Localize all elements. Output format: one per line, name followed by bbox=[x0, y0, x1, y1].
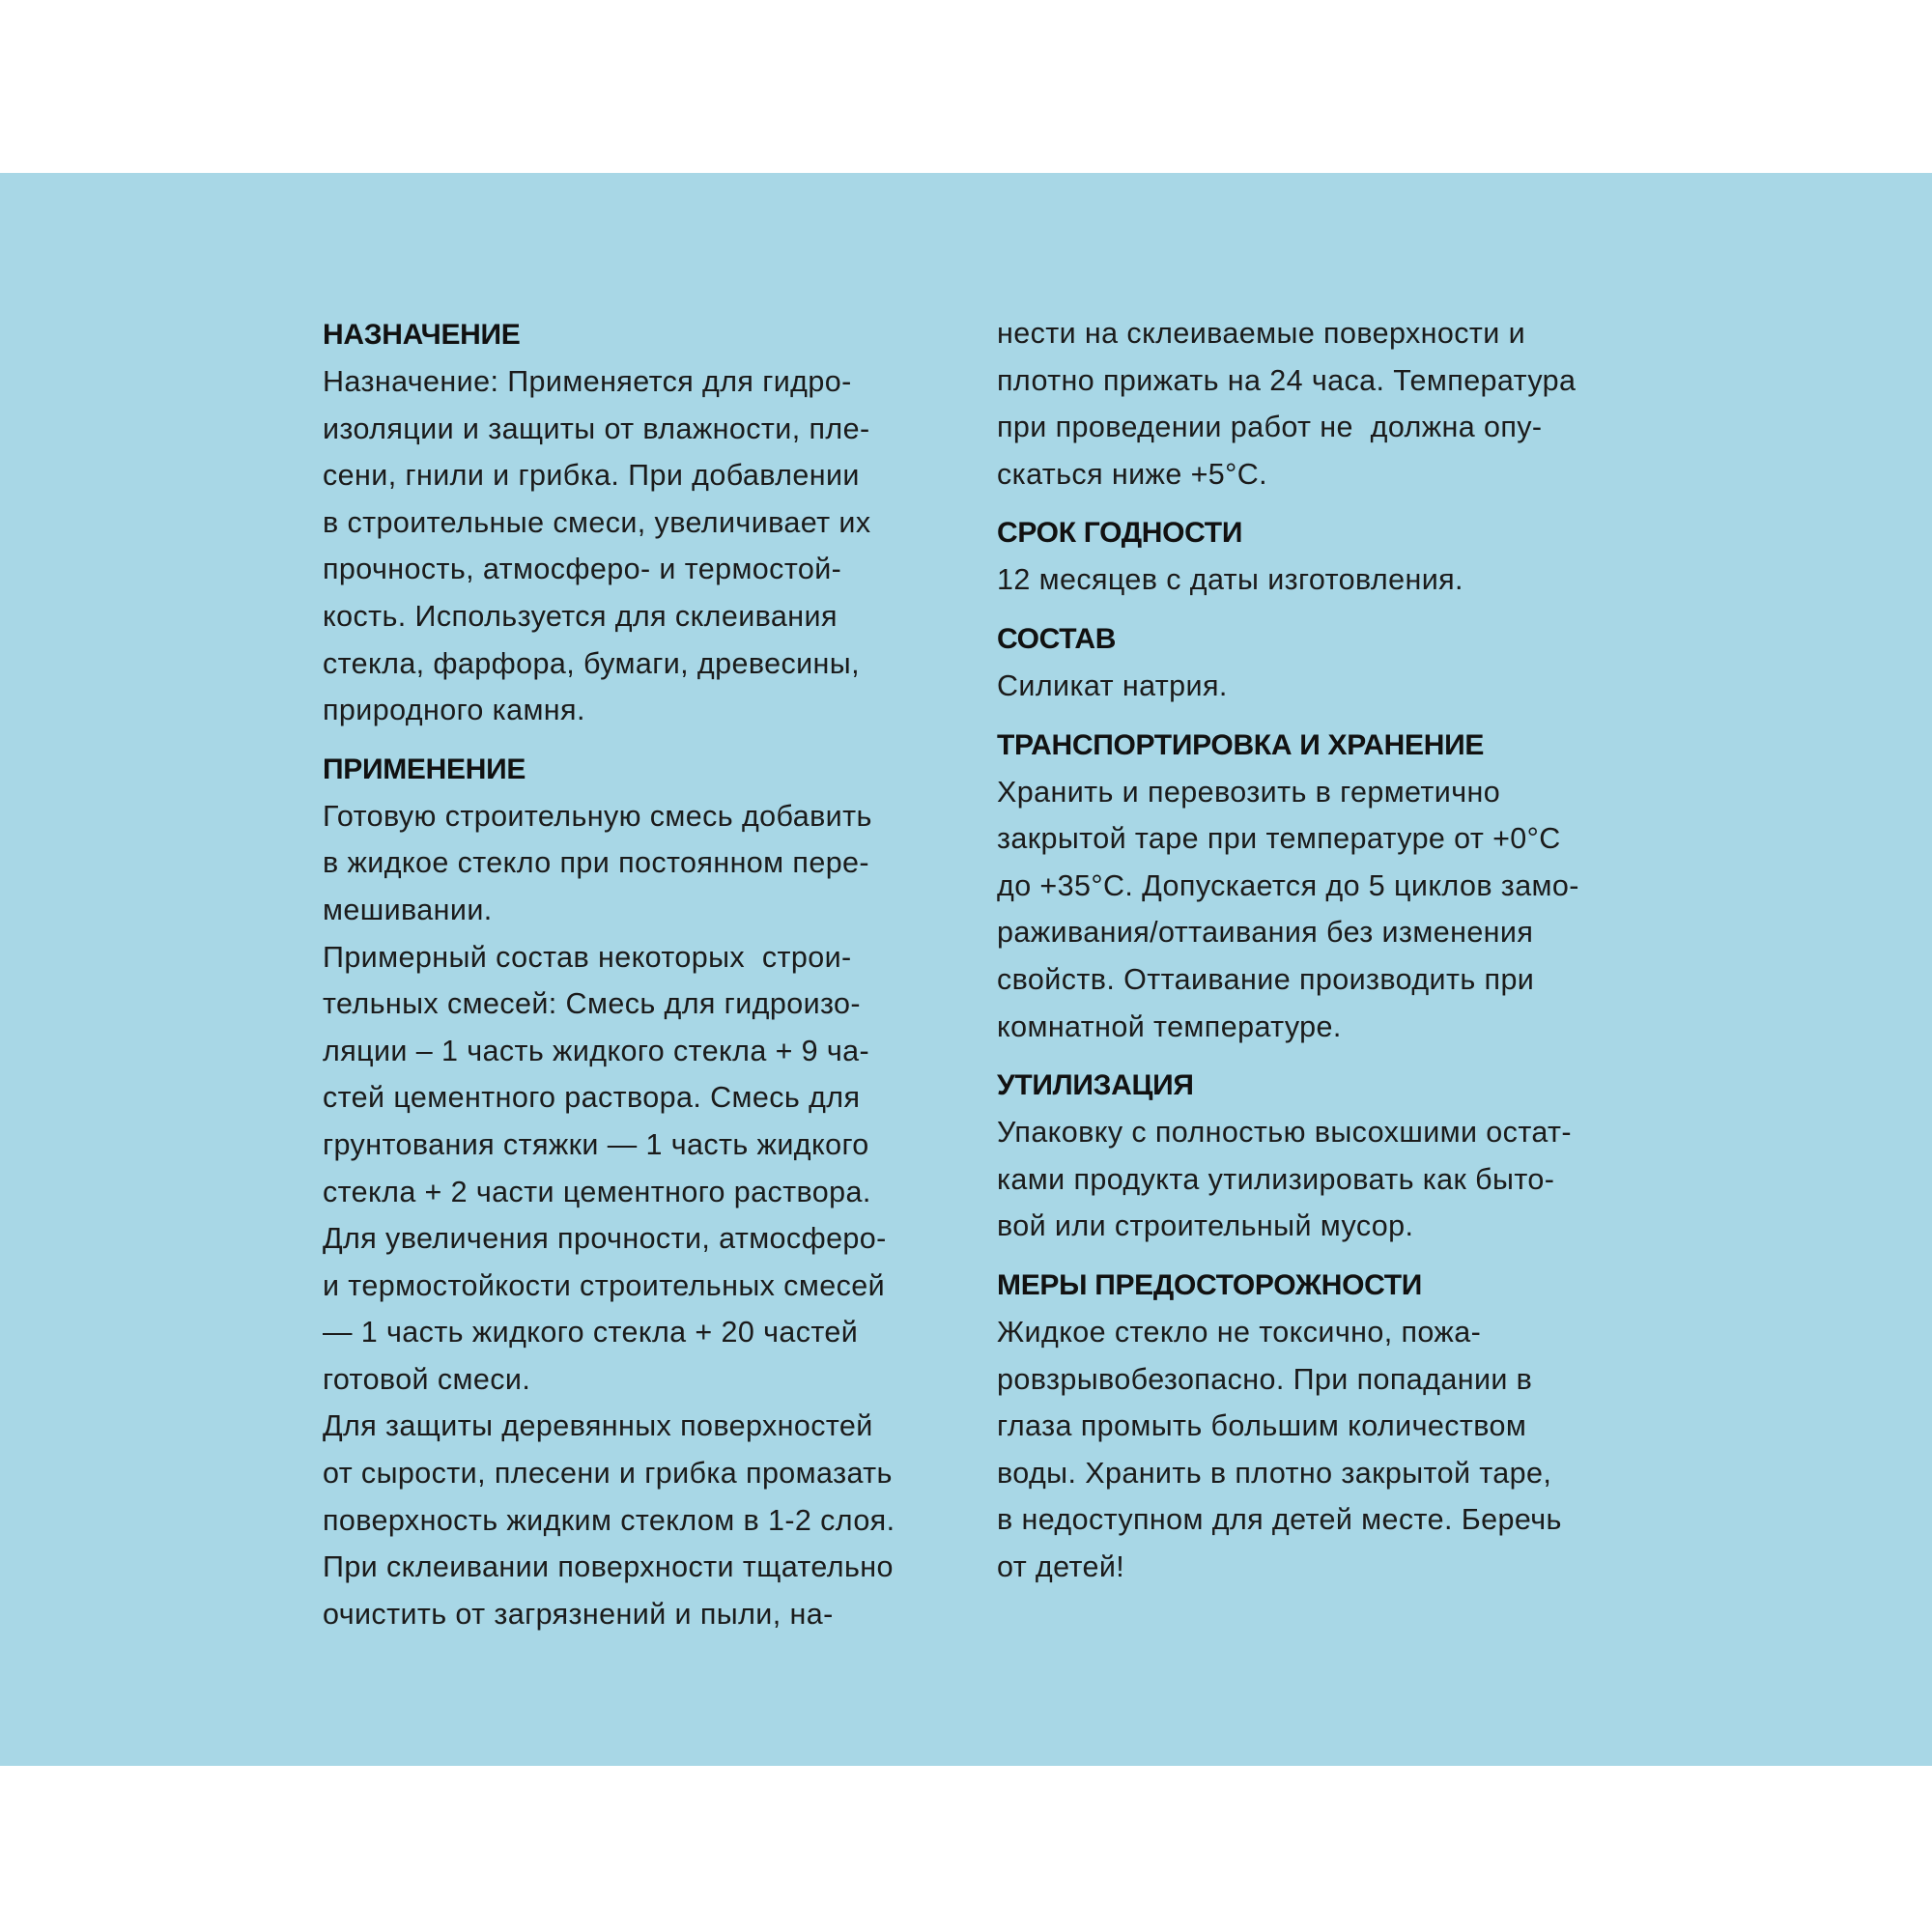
section-gap bbox=[997, 1250, 1673, 1261]
section-heading: СОСТАВ bbox=[997, 622, 1117, 655]
section-gap bbox=[997, 604, 1673, 614]
section-heading: ТРАНСПОРТИРОВКА И ХРАНЕНИЕ bbox=[997, 728, 1485, 761]
text-line: стекла, фарфора, бумаги, древесины, bbox=[323, 646, 861, 680]
section-gap bbox=[323, 734, 970, 745]
text-line: в недоступном для детей месте. Беречь bbox=[997, 1503, 1562, 1537]
text-line: комнатной температуре. bbox=[997, 1009, 1342, 1043]
section-mery bbox=[997, 1261, 1673, 1591]
text-line: природного камня. bbox=[323, 694, 585, 727]
text-line: раживания/оттаивания без изменения bbox=[997, 916, 1534, 950]
text-line: вой или строительный мусор. bbox=[997, 1209, 1414, 1243]
section-gap bbox=[997, 710, 1673, 721]
text-line: при проведении работ не должна опу- bbox=[997, 411, 1543, 444]
text-line: готовой смеси. bbox=[323, 1362, 531, 1396]
text-line: ляции – 1 часть жидкого стекла + 9 ча- bbox=[323, 1034, 870, 1067]
section-sostav bbox=[997, 614, 1673, 710]
text-line: Упаковку с полностью высохшими остат- bbox=[997, 1116, 1572, 1150]
text-line: воды. Хранить в плотно закрытой таре, bbox=[997, 1456, 1552, 1490]
text-line: в строительные смеси, увеличивает их bbox=[323, 505, 871, 539]
text-line: до +35°С. Допускается до 5 циклов замо- bbox=[997, 868, 1579, 902]
text-line: очистить от загрязнений и пыли, на- bbox=[323, 1597, 834, 1631]
right-column bbox=[997, 310, 1673, 1590]
section-utilizaciya bbox=[997, 1061, 1673, 1250]
text-line: стекла + 2 части цементного раствора. bbox=[323, 1175, 871, 1208]
text-line: Готовую строительную смесь добавить bbox=[323, 799, 872, 833]
text-line: ровзрывобезопасно. При попадании в bbox=[997, 1362, 1533, 1396]
text-line: стей цементного раствора. Смесь для bbox=[323, 1081, 861, 1115]
text-line: Назначение: Применяется для гидро- bbox=[323, 365, 852, 398]
text-line: скаться ниже +5°С. bbox=[997, 457, 1268, 491]
section-primenenie bbox=[323, 745, 970, 1638]
section-heading: МЕРЫ ПРЕДОСТОРОЖНОСТИ bbox=[997, 1268, 1423, 1301]
section-naznachenie bbox=[323, 310, 970, 734]
text-line: сени, гнили и грибка. При добавлении bbox=[323, 459, 860, 493]
section-continuation bbox=[997, 310, 1673, 497]
text-line: нести на склеиваемые поверхности и bbox=[997, 317, 1526, 350]
text-line: мешивании. bbox=[323, 893, 493, 926]
text-line: кость. Используется для склеивания bbox=[323, 599, 838, 633]
section-srok-godnosti bbox=[997, 508, 1673, 604]
text-line: закрытой таре при температуре от +0°С bbox=[997, 822, 1561, 856]
text-line: 12 месяцев с даты изготовления. bbox=[997, 563, 1463, 597]
section-heading: СРОК ГОДНОСТИ bbox=[997, 517, 1243, 550]
text-line: и термостойкости строительных смесей bbox=[323, 1268, 886, 1302]
section-gap bbox=[997, 497, 1673, 508]
text-line: — 1 часть жидкого стекла + 20 частей bbox=[323, 1316, 859, 1350]
text-line: Жидкое стекло не токсично, пожа- bbox=[997, 1315, 1482, 1349]
text-line: Силикат натрия. bbox=[997, 668, 1228, 702]
text-line: Примерный состав некоторых строи- bbox=[323, 940, 852, 974]
text-line: свойств. Оттаивание производить при bbox=[997, 962, 1535, 996]
text-line: от сырости, плесени и грибка промазать bbox=[323, 1457, 893, 1491]
text-line: в жидкое стекло при постоянном пере- bbox=[323, 846, 869, 880]
section-heading: НАЗНАЧЕНИЕ bbox=[323, 319, 521, 351]
text-line: прочность, атмосферо- и термостой- bbox=[323, 553, 842, 586]
text-line: глаза промыть большим количеством bbox=[997, 1409, 1527, 1443]
text-line: изоляции и защиты от влажности, пле- bbox=[323, 412, 870, 445]
section-gap bbox=[997, 1050, 1673, 1061]
text-line: плотно прижать на 24 часа. Температура bbox=[997, 363, 1577, 397]
section-heading: УТИЛИЗАЦИЯ bbox=[997, 1069, 1194, 1102]
text-line: Хранить и перевозить в герметично bbox=[997, 775, 1501, 809]
text-line: При склеивании поверхности тщательно bbox=[323, 1550, 894, 1584]
section-transport bbox=[997, 721, 1673, 1051]
text-line: тельных смесей: Смесь для гидроизо- bbox=[323, 987, 861, 1021]
section-heading: ПРИМЕНЕНИЕ bbox=[323, 753, 526, 785]
text-line: Для защиты деревянных поверхностей bbox=[323, 1409, 873, 1443]
text-line: от детей! bbox=[997, 1549, 1125, 1583]
left-column bbox=[323, 310, 970, 1637]
text-line: Для увеличения прочности, атмосферо- bbox=[323, 1222, 887, 1256]
text-line: ками продукта утилизировать как быто- bbox=[997, 1162, 1555, 1196]
text-line: поверхность жидким стеклом в 1-2 слоя. bbox=[323, 1503, 895, 1537]
text-line: грунтования стяжки — 1 часть жидкого bbox=[323, 1127, 869, 1161]
